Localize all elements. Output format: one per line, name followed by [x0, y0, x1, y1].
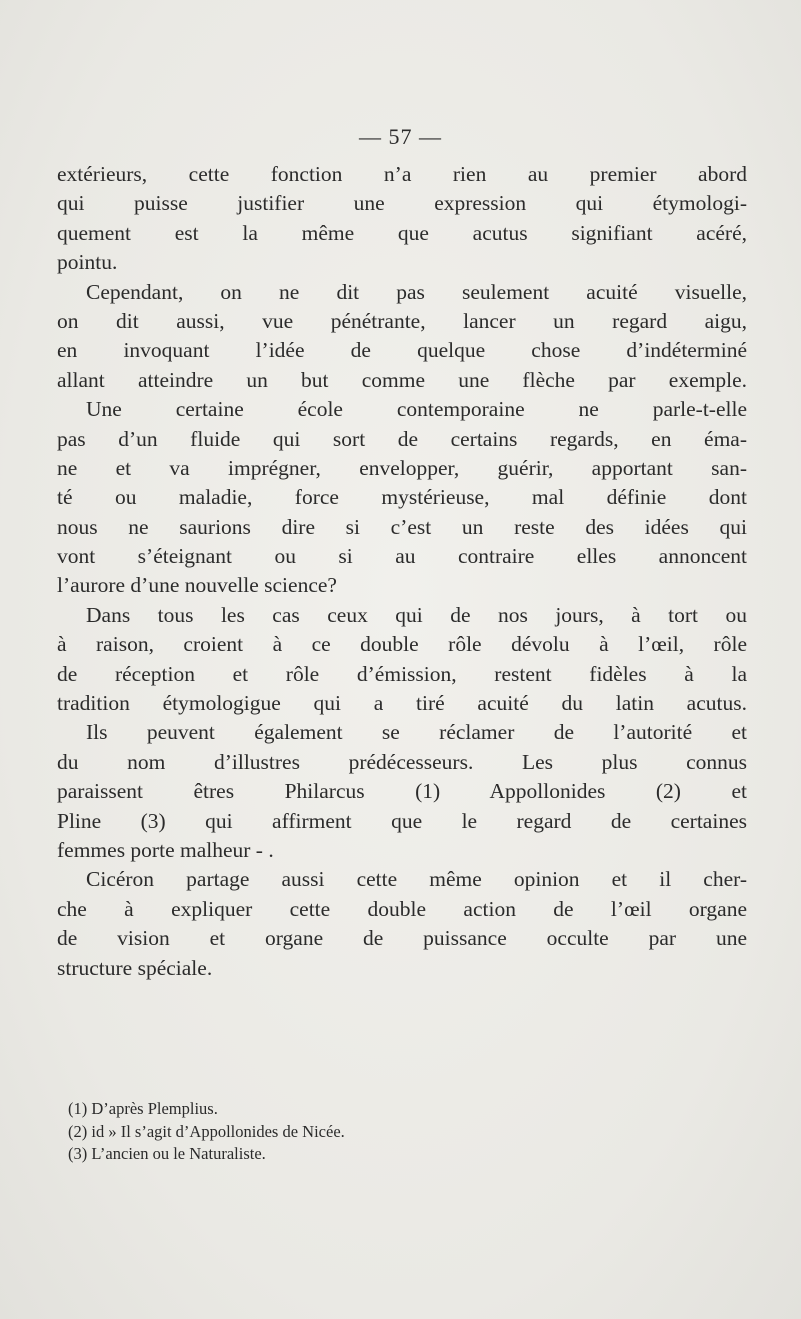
- text-line: quement est la même que acutus signifiant acéré,: [57, 220, 747, 245]
- page-number: — 57 —: [359, 124, 442, 149]
- text-line: l’aurore d’une nouvelle science?: [57, 573, 337, 598]
- footnotes: [68, 1098, 768, 1166]
- text-line: pas d’un fluide qui sort de certains regards, en éma-: [57, 426, 747, 451]
- text-line: on dit aussi, vue pénétrante, lancer un regard aigu,: [57, 308, 747, 333]
- text-line: ne et va imprégner, envelopper, guérir, apportant san-: [57, 455, 747, 480]
- text-line: à raison, croient à ce double rôle dévolu à l’œil, rôle: [57, 632, 747, 657]
- text-line: Cicéron partage aussi cette même opinion et il cher-: [86, 867, 747, 892]
- text-line: du nom d’illustres prédécesseurs. Les plus connus: [57, 749, 747, 774]
- text-line: en invoquant l’idée de quelque chose d’indéterminé: [57, 338, 747, 363]
- text-line: Ils peuvent également se réclamer de l’autorité et: [86, 720, 747, 745]
- text-line: tradition étymologigue qui a tiré acuité du latin acutus.: [57, 691, 747, 716]
- text-line: de réception et rôle d’émission, restent fidèles à la: [57, 661, 747, 686]
- text-line: paraissent êtres Philarcus (1) Appollonides (2) et: [57, 779, 747, 804]
- body-text: [57, 160, 747, 983]
- text-line: de vision et organe de puissance occulte par une: [57, 926, 747, 951]
- text-line: Une certaine école contemporaine ne parle-t-elle: [86, 397, 747, 422]
- text-line: Dans tous les cas ceux qui de nos jours, à tort ou: [86, 602, 747, 627]
- text-line: Cependant, on ne dit pas seulement acuité visuelle,: [86, 279, 747, 304]
- text-line: qui puisse justifier une expression qui étymologi-: [57, 191, 747, 216]
- footnote: (2) id » Il s’agit d’Appollonides de Nicée.: [68, 1121, 345, 1141]
- footnote: (3) L’ancien ou le Naturaliste.: [68, 1144, 266, 1163]
- text-line: Pline (3) qui affirment que le regard de certaines: [57, 808, 747, 833]
- text-line: allant atteindre un but comme une flèche par exemple.: [57, 367, 747, 392]
- text-line: structure spéciale.: [57, 955, 213, 980]
- text-line: femmes porte malheur - .: [57, 837, 274, 862]
- text-line: vont s’éteignant ou si au contraire elles annoncent: [57, 544, 747, 569]
- text-line: pointu.: [57, 250, 118, 275]
- text-line: té ou maladie, force mystérieuse, mal définie dont: [57, 485, 747, 510]
- text-line: extérieurs, cette fonction n’a rien au premier abord: [57, 162, 747, 186]
- text-line: che à expliquer cette double action de l’œil organe: [57, 896, 747, 921]
- text-line: nous ne saurions dire si c’est un reste des idées qui: [57, 514, 747, 539]
- footnote: (1) D’après Plemplius.: [68, 1099, 218, 1118]
